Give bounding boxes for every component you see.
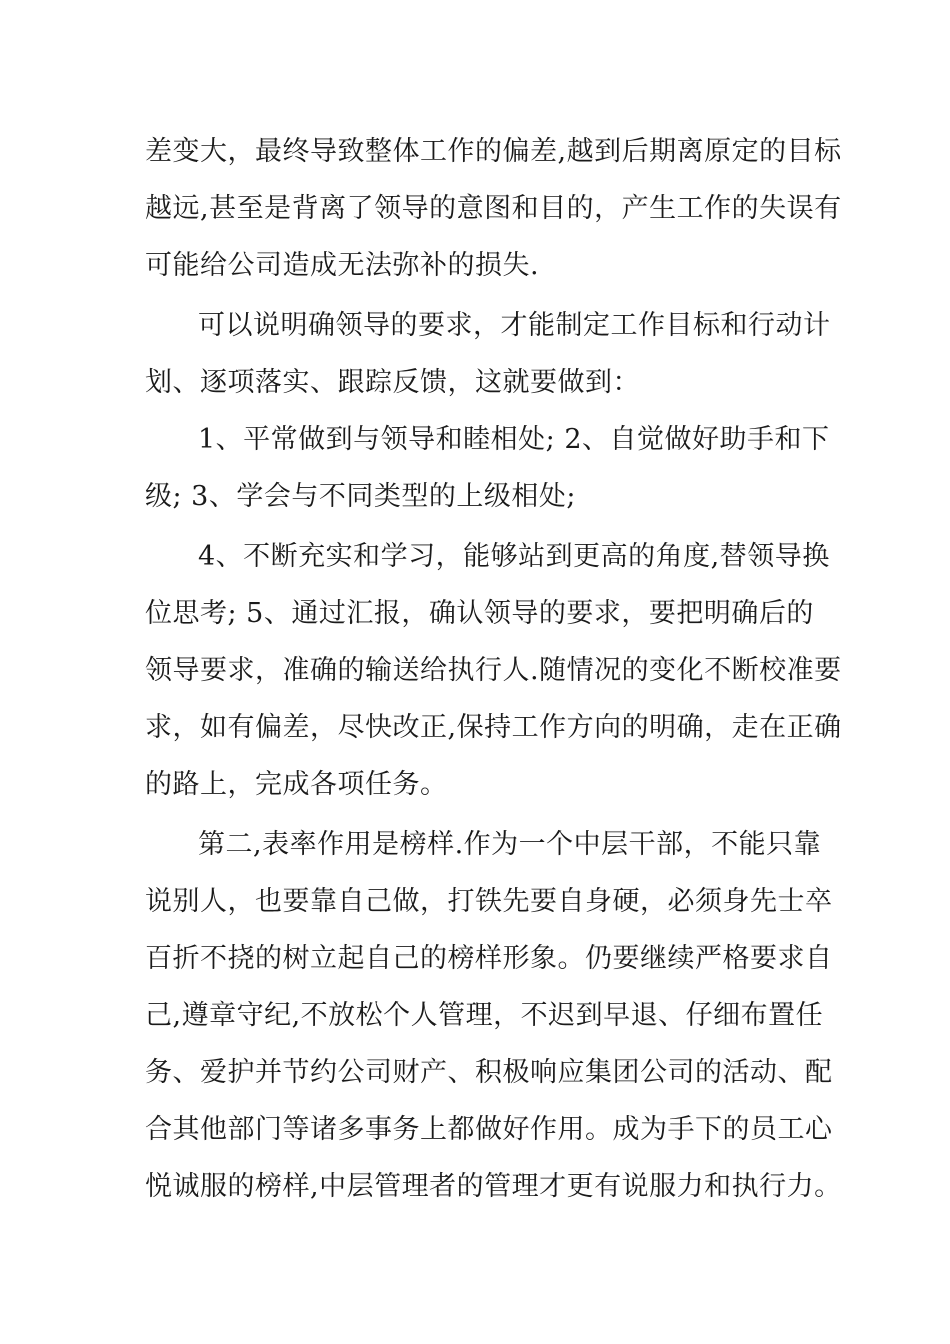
- text-line: 说别人，也要靠自己做，打铁先要自身硬，必须身先士卒: [145, 886, 833, 917]
- text-line: 百折不挠的树立起自己的榜样形象。仍要继续严格要求自: [145, 943, 833, 974]
- text-line: 合其他部门等诸多事务上都做好作用。成为手下的员工心: [145, 1114, 833, 1145]
- text-line: 差变大，最终导致整体工作的偏差,越到后期离原定的目标: [145, 136, 842, 167]
- text-line: 己,遵章守纪,不放松个人管理，不迟到早退、仔细布置任: [145, 1000, 824, 1031]
- text-line: 的路上，完成各项任务。: [145, 769, 448, 800]
- text-line: 求，如有偏差，尽快改正,保持工作方向的明确，走在正确: [145, 712, 842, 743]
- text-line: 4、不断充实和学习，能够站到更高的角度,替领导换: [198, 541, 830, 572]
- text-line: 级; 3、学会与不同类型的上级相处;: [145, 481, 576, 512]
- text-line: 位思考; 5、通过汇报，确认领导的要求，要把明确后的: [145, 598, 814, 629]
- text-line: 第二,表率作用是榜样.作为一个中层干部，不能只靠: [198, 829, 822, 860]
- text-line: 悦诚服的榜样,中层管理者的管理才更有说服力和执行力。: [145, 1171, 842, 1202]
- text-line: 可以说明确领导的要求，才能制定工作目标和行动计: [198, 310, 831, 341]
- text-line: 领导要求，准确的输送给执行人.随情况的变化不断校准要: [145, 655, 842, 686]
- text-line: 1、平常做到与领导和睦相处; 2、自觉做好助手和下: [198, 424, 830, 455]
- text-line: 划、逐项落实、跟踪反馈，这就要做到：: [145, 367, 640, 398]
- text-line: 可能给公司造成无法弥补的损失.: [145, 250, 540, 281]
- text-line: 务、爱护并节约公司财产、积极响应集团公司的活动、配: [145, 1057, 833, 1088]
- text-line: 越远,甚至是背离了领导的意图和目的，产生工作的失误有: [145, 193, 842, 224]
